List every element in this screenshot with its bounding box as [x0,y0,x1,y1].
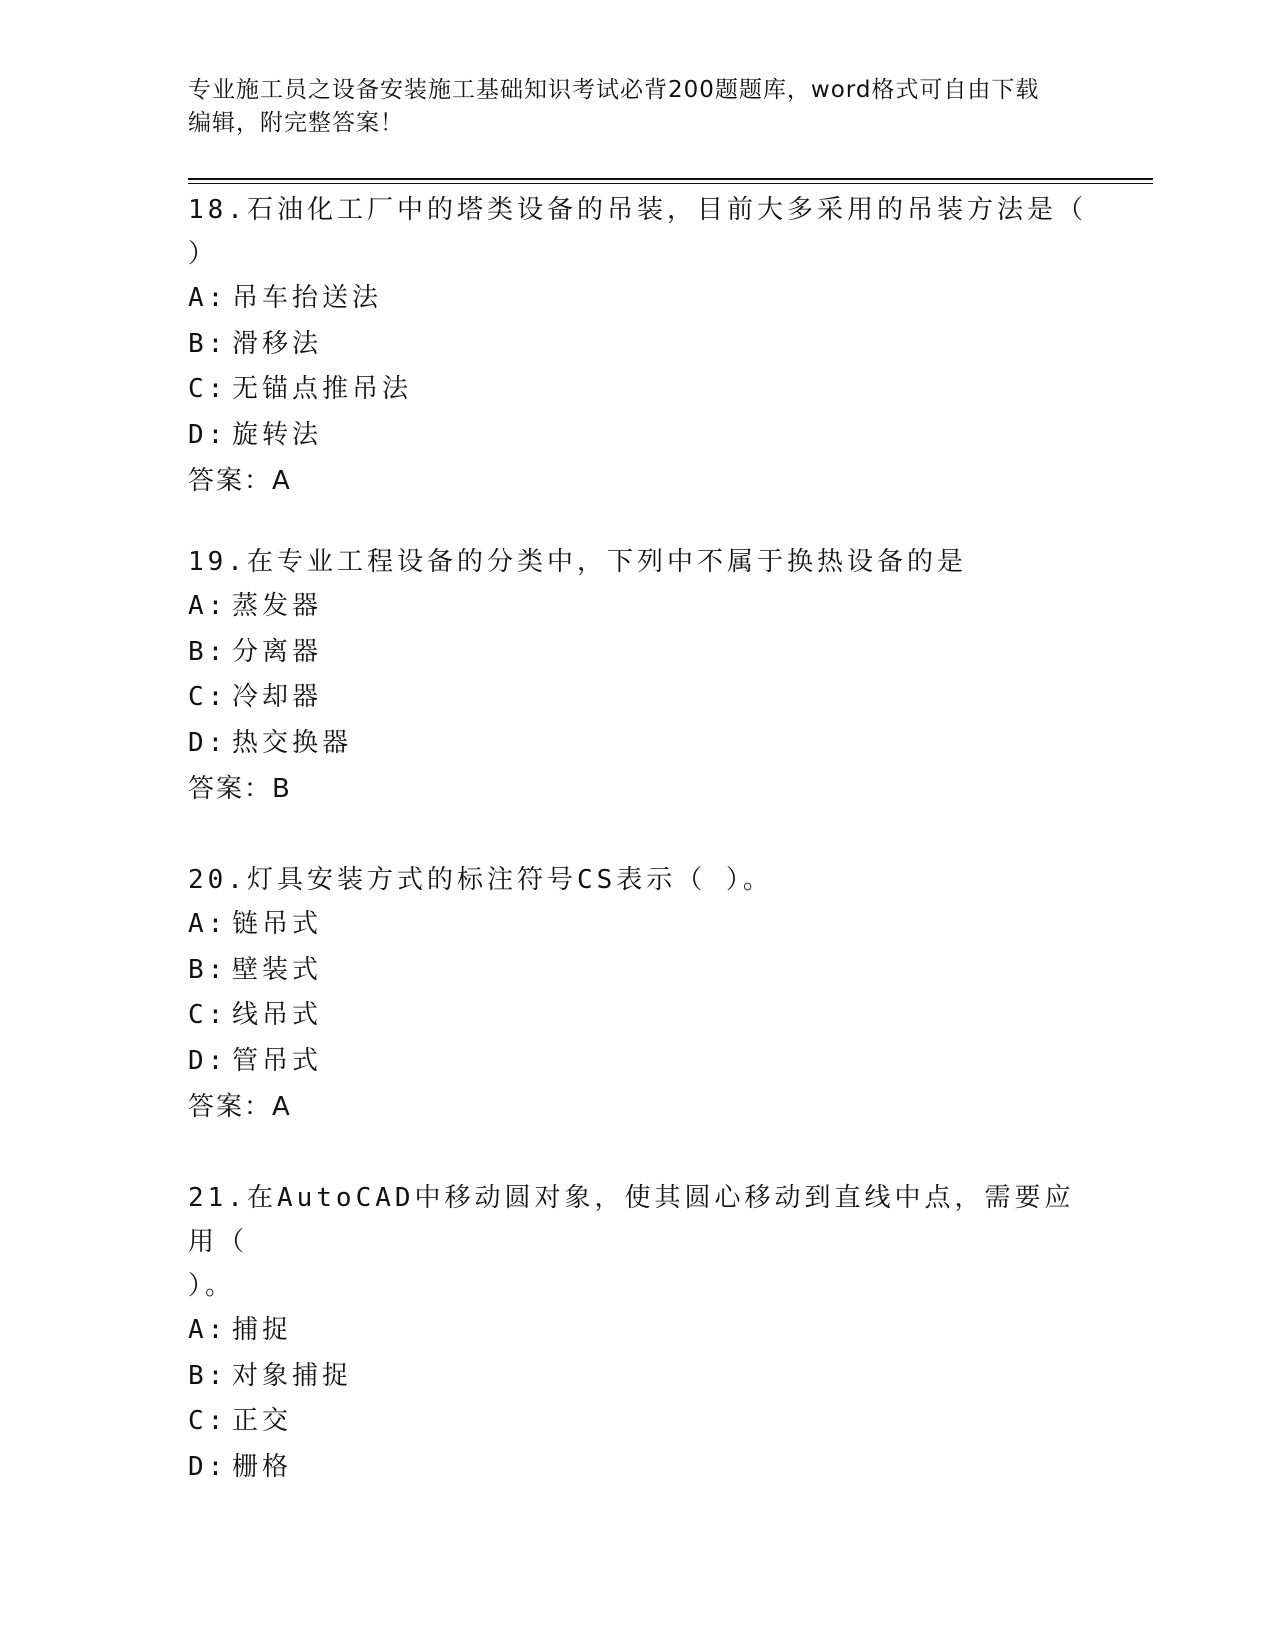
option-letter: D: [188,727,228,758]
option-text: 线吊式 [232,1000,323,1030]
option-letter: B: [188,1360,228,1391]
header-divider-thin [188,183,1153,184]
option-a [188,584,1088,630]
option-d [188,1039,1088,1085]
question-stem: 20.灯具安装方式的标注符号CS表示（ ）。 [188,865,773,895]
option-letter: D: [188,419,228,450]
option-text: 滑移法 [232,328,323,359]
answer-line [188,1084,1088,1130]
option-c [188,675,1088,721]
option-text: 冷却器 [232,682,323,712]
option-letter: B: [188,954,228,985]
option-text: 旋转法 [232,419,323,450]
answer-line [188,766,1088,812]
header-line-1: 专业施工员之设备安装施工基础知识考试必背200题题库，word格式可自由下载 [188,77,1040,103]
option-b [188,322,1088,368]
option-letter: A: [188,1315,228,1345]
option-text: 吊车抬送法 [232,283,383,313]
option-letter: B: [188,328,228,359]
answer-label: 答案： [188,466,273,496]
question-20 [188,858,1088,1130]
option-text: 正交 [232,1406,293,1436]
option-c [188,367,1088,413]
option-text: 壁装式 [232,954,323,985]
question-stem: 21.在AutoCAD中移动圆对象，使其圆心移动到直线中点，需要应用（ [188,1183,1075,1257]
option-d [188,721,1088,767]
option-letter: C: [188,682,228,712]
option-letter: B: [188,636,228,667]
header-divider-thick [188,178,1153,180]
option-letter: D: [188,1451,228,1482]
question-stem: 18.石油化工厂中的塔类设备的吊装，目前大多采用的吊装方法是（ [188,195,1087,225]
option-b [188,630,1088,676]
option-d [188,1445,1088,1491]
option-text: 无锚点推吊法 [232,374,413,404]
document-header [188,74,1088,140]
answer-label: 答案： [188,774,273,804]
answer-value: A [272,466,292,496]
answer-label: 答案： [188,1092,273,1122]
question-21 [188,1176,1088,1490]
option-c [188,1399,1088,1445]
question-stem-continued: ） [188,239,219,269]
option-a [188,276,1088,322]
option-c [188,993,1088,1039]
answer-value: B [272,774,292,804]
option-text: 捕捉 [232,1315,293,1345]
option-d [188,413,1088,459]
option-b [188,1354,1088,1400]
question-stem-continued: ）。 [188,1271,236,1301]
option-text: 热交换器 [232,727,353,758]
answer-value: A [272,1092,292,1122]
option-a [188,902,1088,948]
option-letter: A: [188,909,228,939]
question-19 [188,540,1088,812]
option-letter: A: [188,591,228,621]
option-letter: A: [188,283,228,313]
option-letter: D: [188,1045,228,1076]
option-letter: C: [188,1406,228,1436]
option-text: 蒸发器 [232,591,323,621]
option-letter: C: [188,1000,228,1030]
option-a [188,1308,1088,1354]
question-18 [188,188,1088,504]
option-text: 栅格 [232,1451,293,1482]
answer-line [188,458,1088,504]
option-letter: C: [188,374,228,404]
option-text: 对象捕捉 [232,1360,353,1391]
option-text: 管吊式 [232,1045,323,1076]
header-line-2: 编辑，附完整答案！ [188,110,404,136]
option-b [188,948,1088,994]
question-stem: 19.在专业工程设备的分类中，下列中不属于换热设备的是 [188,547,967,577]
option-text: 分离器 [232,636,323,667]
option-text: 链吊式 [232,909,323,939]
